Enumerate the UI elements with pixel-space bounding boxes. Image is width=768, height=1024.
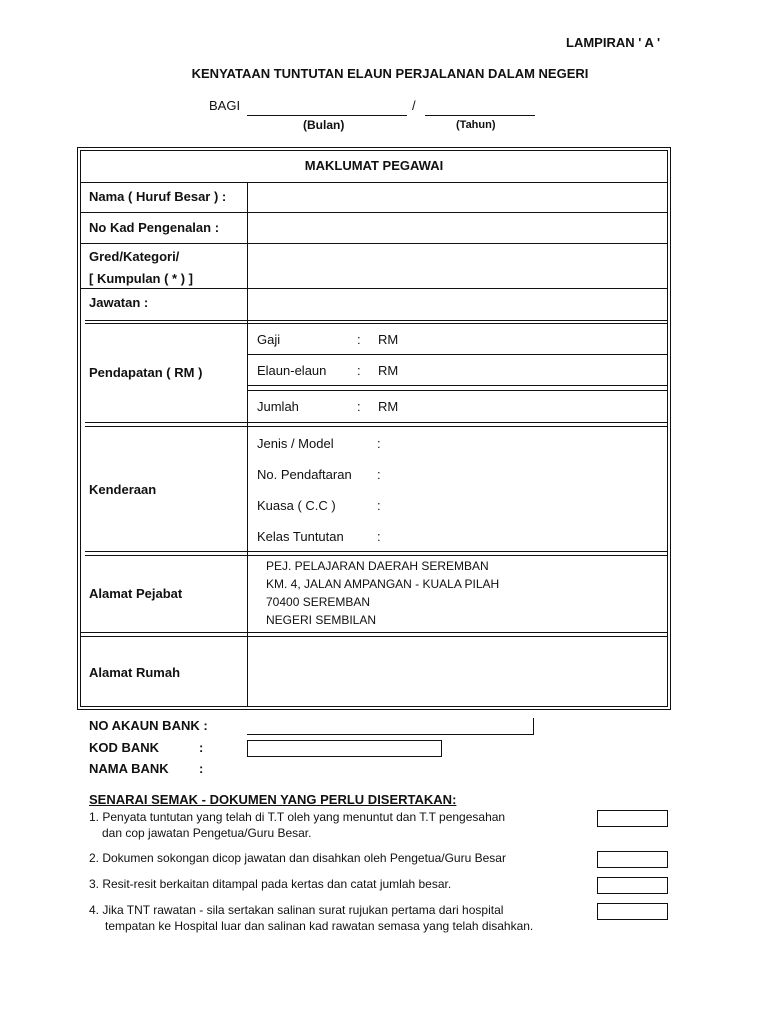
gaji-unit: RM <box>378 332 399 347</box>
lampiran-label: LAMPIRAN ' A ' <box>566 35 661 50</box>
jumlah-colon: : <box>357 399 361 414</box>
nama-bank-label: NAMA BANK <box>89 761 169 776</box>
pejabat-line-2: KM. 4, JALAN AMPANGAN - KUALA PILAH <box>266 577 500 591</box>
elaun-colon: : <box>357 363 361 378</box>
kelas-tuntutan-label: Kelas Tuntutan <box>257 529 344 544</box>
no-kp-field[interactable] <box>248 213 668 243</box>
no-pendaftaran-colon: : <box>377 467 381 482</box>
checklist-checkbox-1[interactable] <box>597 810 668 827</box>
kod-bank-colon: : <box>199 740 204 755</box>
pejabat-line-3: 70400 SEREMBAN <box>266 595 371 609</box>
bagi-label: BAGI <box>209 98 241 113</box>
gred-field[interactable] <box>248 244 668 288</box>
no-akaun-label: NO AKAUN BANK : <box>89 718 208 733</box>
gaji-label: Gaji <box>257 332 281 347</box>
jumlah-unit: RM <box>378 399 399 414</box>
kod-bank-field[interactable] <box>247 740 442 757</box>
gred-label-line1: Gred/Kategori/ <box>89 249 180 264</box>
jawatan-field[interactable] <box>248 289 668 320</box>
no-kp-label: No Kad Pengenalan : <box>89 220 220 235</box>
date-separator: / <box>412 98 416 113</box>
section-title: MAKLUMAT PEGAWAI <box>304 158 444 173</box>
checklist-item-1-line2: dan cop jawatan Pengetua/Guru Besar. <box>102 826 312 840</box>
kuasa-colon: : <box>377 498 381 513</box>
checklist-checkbox-3[interactable] <box>597 877 668 894</box>
kod-bank-label: KOD BANK <box>89 740 160 755</box>
nama-field[interactable] <box>248 183 668 212</box>
checklist-checkbox-2[interactable] <box>597 851 668 868</box>
checklist-item-2: 2. Dokumen sokongan dicop jawatan dan disahkan oleh Pengetua/Guru Besar <box>89 851 506 865</box>
jenis-model-colon: : <box>377 436 381 451</box>
checklist-checkbox-4[interactable] <box>597 903 668 920</box>
checklist-item-4-line2: tempatan ke Hospital luar dan salinan kad rawatan semasa yang telah disahkan. <box>105 919 534 933</box>
tahun-caption: (Tahun) <box>456 119 496 131</box>
jumlah-label: Jumlah <box>257 399 299 414</box>
checklist-item-1-line1: 1. Penyata tuntutan yang telah di T.T oleh yang menuntut dan T.T pengesahan <box>89 810 506 824</box>
checklist-item-4-line1: 4. Jika TNT rawatan - sila sertakan salinan surat rujukan pertama dari hospital <box>89 903 504 917</box>
alamat-rumah-label: Alamat Rumah <box>89 665 181 680</box>
bulan-field[interactable] <box>247 115 407 116</box>
elaun-unit: RM <box>378 363 399 378</box>
no-akaun-field[interactable] <box>247 734 534 735</box>
gred-label-line2: [ Kumpulan ( * ) ] <box>89 271 193 286</box>
elaun-label: Elaun-elaun <box>257 363 327 378</box>
kuasa-label: Kuasa ( C.C ) <box>257 498 336 513</box>
kelas-tuntutan-colon: : <box>377 529 381 544</box>
checklist-item-3: 3. Resit-resit berkaitan ditampal pada kertas dan catat jumlah besar. <box>89 877 452 891</box>
nama-bank-colon: : <box>199 761 204 776</box>
form-title: KENYATAAN TUNTUTAN ELAUN PERJALANAN DALAM NEGERI <box>191 66 589 81</box>
no-pendaftaran-label: No. Pendaftaran <box>257 467 352 482</box>
checklist-heading: SENARAI SEMAK - DOKUMEN YANG PERLU DISERTAKAN: <box>89 792 457 807</box>
tahun-field[interactable] <box>425 115 535 116</box>
gaji-colon: : <box>357 332 361 347</box>
pejabat-line-4: NEGERI SEMBILAN <box>266 613 377 627</box>
pejabat-line-1: PEJ. PELAJARAN DAERAH SEREMBAN <box>266 559 489 573</box>
jenis-model-label: Jenis / Model <box>257 436 334 451</box>
nama-label: Nama ( Huruf Besar ) : <box>89 189 227 204</box>
bulan-caption: (Bulan) <box>303 118 345 132</box>
alamat-rumah-field[interactable] <box>248 637 668 707</box>
kenderaan-label: Kenderaan <box>89 482 157 497</box>
jawatan-label: Jawatan : <box>89 295 149 310</box>
alamat-pejabat-label: Alamat Pejabat <box>89 586 183 601</box>
pendapatan-label: Pendapatan ( RM ) <box>89 365 203 380</box>
